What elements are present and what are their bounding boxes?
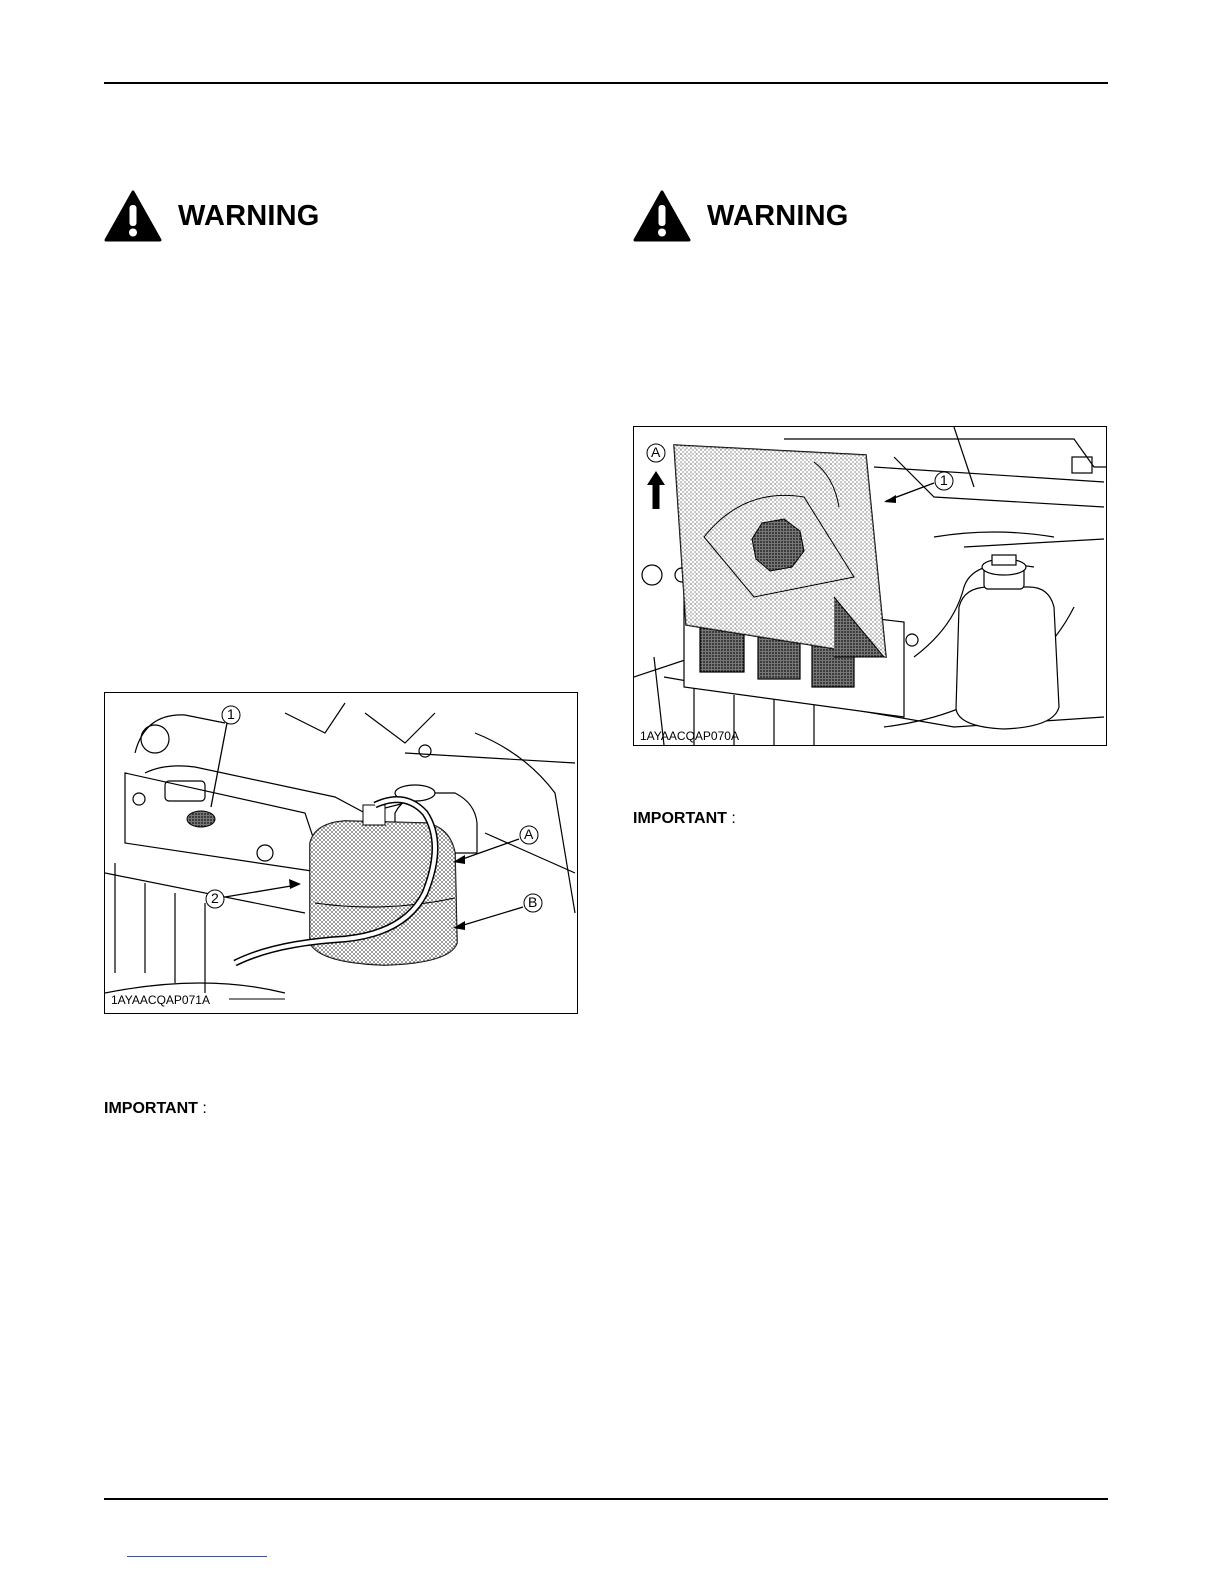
warning-heading-left: [104, 190, 320, 242]
warning-heading-right: [633, 190, 849, 242]
callout-1: 1: [227, 706, 235, 722]
footer-link-underline[interactable]: [127, 1556, 267, 1557]
warning-triangle-icon: [633, 190, 691, 242]
warning-triangle-icon: [104, 190, 162, 242]
figure-radiator-screen: [633, 426, 1107, 746]
callout-2: 2: [211, 890, 219, 906]
radiator-screen-illustration: [634, 427, 1106, 745]
warning-label: WARNING: [707, 199, 849, 232]
important-label: IMPORTANT: [104, 1100, 198, 1117]
important-heading-right: [633, 810, 736, 828]
footer-rule: [104, 1498, 1108, 1500]
coolant-reservoir-illustration: [105, 693, 577, 1013]
figure-coolant-reservoir: [104, 692, 578, 1014]
callout-b: B: [528, 894, 538, 910]
warning-label: WARNING: [178, 199, 320, 232]
figure-code: 1AYAACQAP071A: [111, 993, 210, 1007]
important-colon: :: [202, 1100, 207, 1117]
important-colon: :: [731, 810, 736, 827]
important-heading-left: [104, 1100, 207, 1118]
callout-a: A: [524, 826, 534, 842]
figure-code: 1AYAACQAP070A: [640, 729, 739, 743]
important-label: IMPORTANT: [633, 810, 727, 827]
header-rule: [104, 82, 1108, 84]
callout-a: A: [651, 444, 661, 460]
callout-1: 1: [940, 472, 948, 488]
